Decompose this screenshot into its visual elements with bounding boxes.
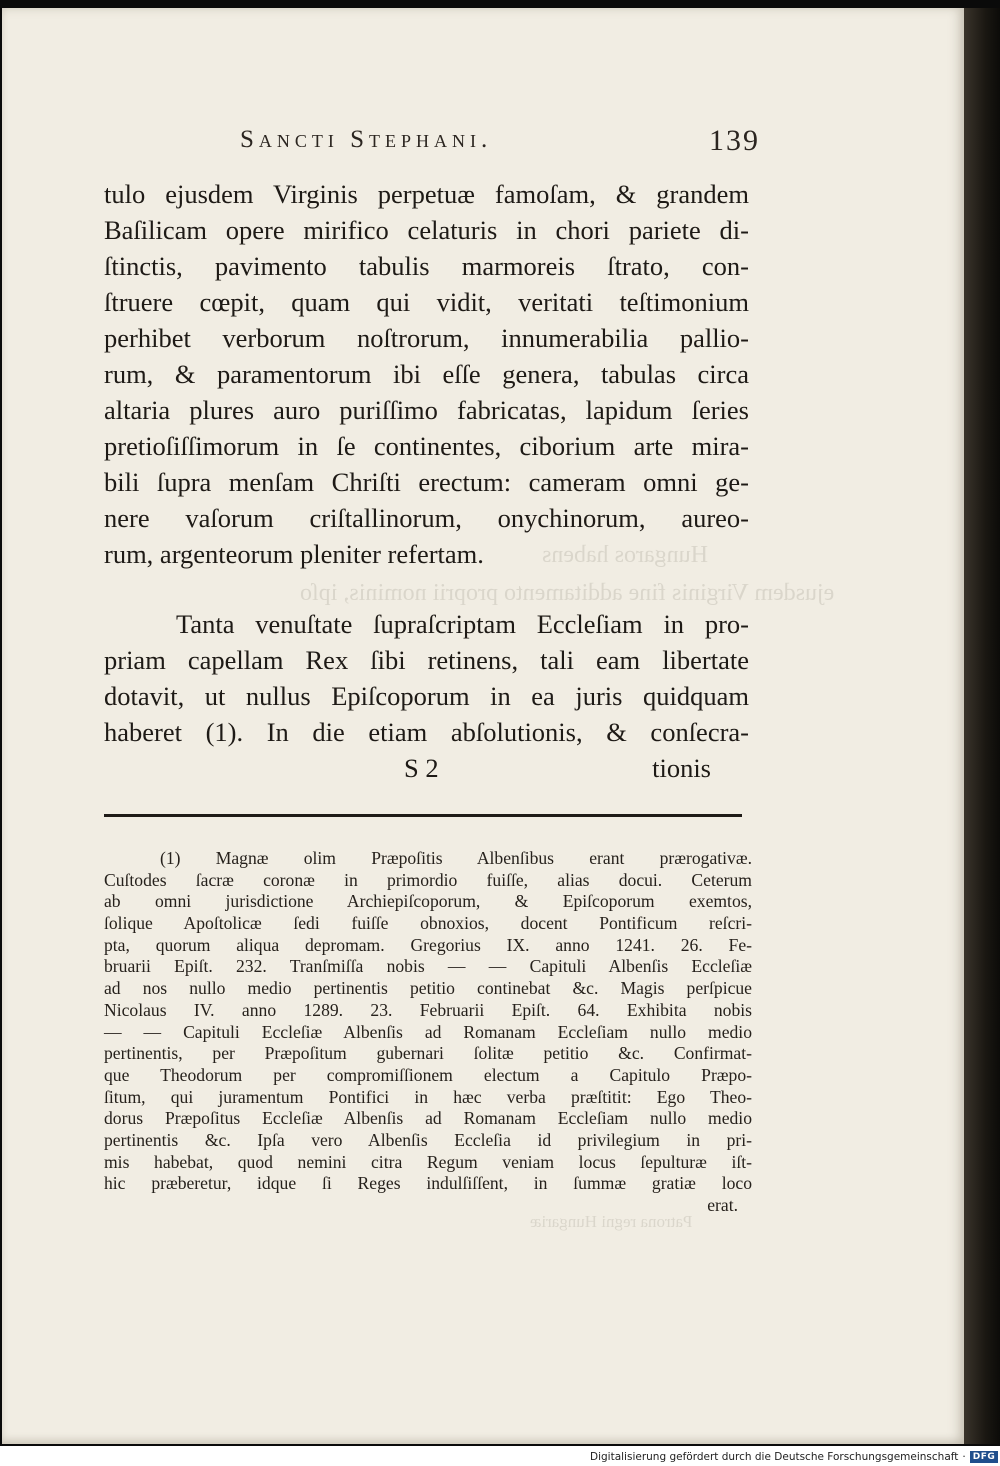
text-line: nere vaſorum criſtallinorum, onychinorum, aureo- bbox=[104, 503, 749, 533]
footnote-line: (1) Magnæ olim Præpoſitis Albenſibus erant prærogativæ. bbox=[160, 848, 752, 868]
page-number: 139 bbox=[709, 124, 760, 157]
text-line: Baſilicam opere mirifico celaturis in chori pariete di- bbox=[104, 215, 749, 245]
running-head bbox=[240, 124, 760, 164]
catchword: tionis bbox=[652, 753, 711, 783]
text-line: tulo ejusdem Virginis perpetuæ famoſam, & grandem bbox=[104, 179, 749, 209]
bleed-through-text: ejusdem Virginis fine additamento proprii nominis, ipſo bbox=[300, 580, 835, 606]
signature-row bbox=[104, 750, 749, 786]
text-line: priam capellam Rex ſibi retinens, tali eam libertate bbox=[104, 645, 749, 675]
footnote-line: ſitum, qui juramentum Pontifici in hæc verba præſtitit: Ego Theo- bbox=[104, 1086, 752, 1107]
footnote-line: erat. bbox=[707, 1195, 738, 1215]
text-line: haberet (1). In die etiam abſolutionis, & conſecra- bbox=[104, 717, 749, 747]
text-line: pretioſiſſimorum in ſe continentes, ciborium arte mira- bbox=[104, 431, 749, 461]
footnote-line: ſolique Apoſtolicæ ſedi fuiſſe obnoxios, docent Pontificum reſcri- bbox=[104, 913, 752, 934]
credit-text: Digitalisierung gefördert durch die Deutsche Forschungsgemeinschaft bbox=[590, 1451, 959, 1463]
text-line: dotavit, ut nullus Epiſcoporum in ea juris quidquam bbox=[104, 681, 749, 711]
footnote-line: ab omni jurisdictione Archiepiſcoporum, & Epiſcoporum exemtos, bbox=[104, 891, 752, 912]
paragraph-1 bbox=[104, 176, 749, 572]
text-line: ſtruere cœpit, quam qui vidit, veritati teſtimonium bbox=[104, 287, 749, 317]
bleed-through-text: Hungaros habens bbox=[542, 542, 708, 568]
footnote-line: Nicolaus IV. anno 1289. 23. Februarii Epiſt. 64. Exhibita nobis bbox=[104, 999, 752, 1020]
dfg-logo-icon: DFG bbox=[970, 1451, 999, 1463]
footnote-line: que Theodorum per compromiſſionem electum a Capitulo Præpo- bbox=[104, 1064, 752, 1085]
page-edge-shadow bbox=[964, 8, 1000, 1444]
text-line: Tanta venuſtate ſupraſcriptam Eccleſiam in pro- bbox=[176, 609, 749, 639]
footnote-line: — — Capituli Eccleſiæ Albenſis ad Romanam Eccleſiam nullo medio bbox=[104, 1021, 752, 1042]
paragraph-2 bbox=[104, 606, 749, 750]
footnote-line: ad nos nullo medio pertinentis petitio continebat &c. Magis perſpicue bbox=[104, 978, 752, 999]
signature-mark: S 2 bbox=[404, 753, 439, 783]
footnote bbox=[104, 848, 752, 1217]
text-line: rum, & paramentorum ibi eſſe genera, tabulas circa bbox=[104, 359, 749, 389]
footnote-line: hic præberetur, idque ſi Reges indulſiſſent, in ſummæ gratiæ loco bbox=[104, 1173, 752, 1194]
footnote-line: pertinentis, per Præpoſitum gubernari ſolitæ petitio &c. Confirmat- bbox=[104, 1043, 752, 1064]
footnote-line: pertinentis &c. Ipſa vero Albenſis Eccleſia id privilegium in pri- bbox=[104, 1129, 752, 1150]
text-line: rum, argenteorum pleniter refertam. bbox=[104, 539, 484, 569]
bleed-through-text: Patrona regni Hungariæ bbox=[530, 1212, 693, 1231]
footnote-line: pta, quorum aliqua depromam. Gregorius IX. anno 1241. 26. Fe- bbox=[104, 934, 752, 955]
main-text bbox=[104, 176, 749, 786]
footnote-rule bbox=[104, 814, 742, 817]
footnote-line: dorus Præpoſitus Eccleſiæ Albenſis ad Romanam Eccleſiam nullo medio bbox=[104, 1108, 752, 1129]
footnote-line: bruarii Epiſt. 232. Tranſmiſſa nobis — — Capituli Albenſis Eccleſiæ bbox=[104, 956, 752, 977]
dfg-credit[interactable]: Digitalisierung gefördert durch die Deutsche Forschungsgemeinschaft · DFG bbox=[590, 1448, 998, 1466]
running-title: Sancti Stephani. bbox=[240, 126, 493, 153]
text-line: altaria plures auro puriſſimo fabricatas, lapidum ſeries bbox=[104, 395, 749, 425]
footnote-line: Cuſtodes ſacræ coronæ in primordio fuiſſe, alias docui. Ceterum bbox=[104, 869, 752, 890]
text-line: perhibet verborum noſtrorum, innumerabilia pallio- bbox=[104, 323, 749, 353]
text-line: bili ſupra menſam Chriſti erectum: cameram omni ge- bbox=[104, 467, 749, 497]
text-line: ſtinctis, pavimento tabulis marmoreis ſtrato, con- bbox=[104, 251, 749, 281]
footnote-line: mis habebat, quod nemini citra Regum veniam locus ſepulturæ iſt- bbox=[104, 1151, 752, 1172]
